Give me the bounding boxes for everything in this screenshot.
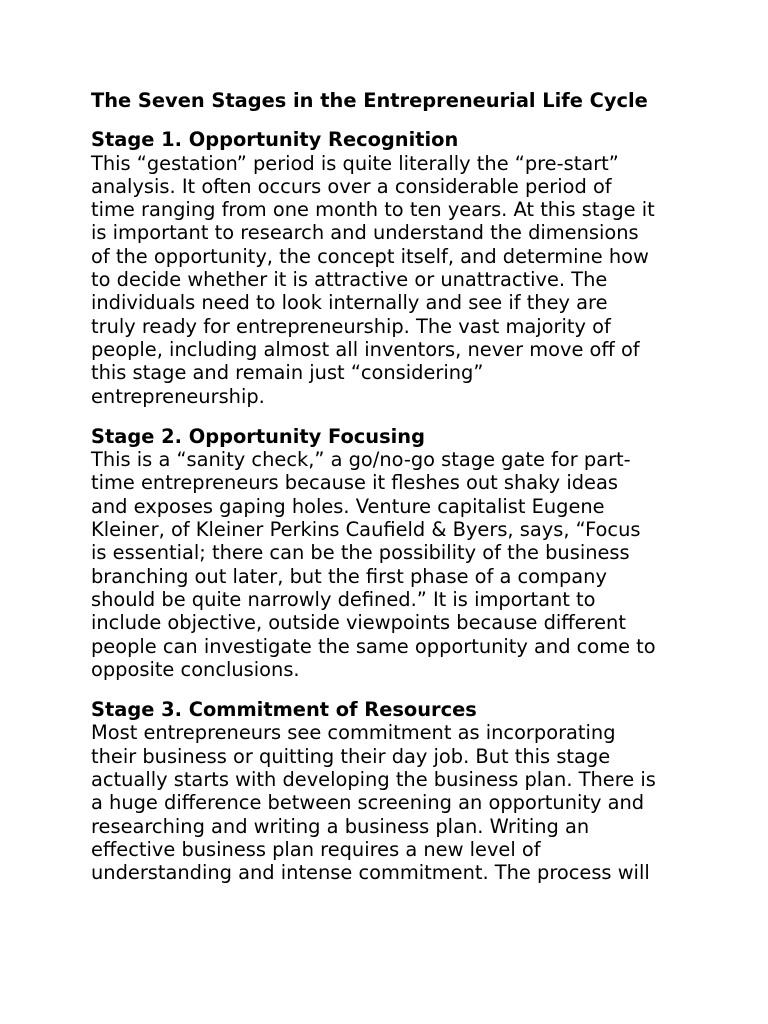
section-heading: Stage 1. Opportunity Recognition <box>91 128 459 152</box>
section-heading: Stage 3. Commitment of Resources <box>91 698 477 722</box>
paragraph-line: researching and writing a business plan. Writing an <box>91 814 590 838</box>
paragraph-line: This “gestation” period is quite literally the “pre-start” <box>91 151 619 175</box>
section-heading: Stage 2. Opportunity Focusing <box>91 424 425 448</box>
paragraph-line: entrepreneurship. <box>91 384 265 408</box>
paragraph-line: time ranging from one month to ten years. At this stage it <box>91 198 655 222</box>
paragraph-line: This is a “sanity check,” a go/no-go stage gate for part- <box>91 448 631 472</box>
section-stage-1 <box>91 128 691 408</box>
document-title: The Seven Stages in the Entrepreneurial Life Cycle <box>91 89 648 112</box>
paragraph-line: is essential; there can be the possibility of the business <box>91 541 630 565</box>
paragraph-line: branching out later, but the first phase of a company <box>91 564 607 588</box>
paragraph-line: individuals need to look internally and see if they are <box>91 291 608 315</box>
paragraph-line: of the opportunity, the concept itself, and determine how <box>91 244 649 268</box>
paragraph-line: include objective, outside viewpoints because different <box>91 611 626 635</box>
paragraph-line: actually starts with developing the business plan. There is <box>91 768 656 792</box>
paragraph-line: to decide whether it is attractive or unattractive. The <box>91 268 608 292</box>
paragraph-line: time entrepreneurs because it fleshes out shaky ideas <box>91 471 618 495</box>
paragraph-line: effective business plan requires a new level of <box>91 837 541 861</box>
paragraph-line: a huge difference between screening an opportunity and <box>91 791 645 815</box>
section-stage-2 <box>91 425 691 681</box>
paragraph-line: Kleiner, of Kleiner Perkins Caufield & Byers, says, “Focus <box>91 518 641 542</box>
paragraph-line: this stage and remain just “considering” <box>91 361 484 385</box>
paragraph-line: opposite conclusions. <box>91 657 300 681</box>
paragraph-line: is important to research and understand the dimensions <box>91 221 639 245</box>
paragraph-line: analysis. It often occurs over a considerable period of <box>91 174 612 198</box>
paragraph-line: should be quite narrowly defined.” It is important to <box>91 587 596 611</box>
paragraph-line: truly ready for entrepreneurship. The vast majority of <box>91 314 611 338</box>
paragraph-line: Most entrepreneurs see commitment as incorporating <box>91 721 616 745</box>
paragraph-line: their business or quitting their day job. But this stage <box>91 744 611 768</box>
paragraph-line: and exposes gaping holes. Venture capitalist Eugene <box>91 494 605 518</box>
paragraph-line: people can investigate the same opportunity and come to <box>91 634 656 658</box>
section-stage-3 <box>91 698 691 884</box>
document-page <box>91 89 691 902</box>
paragraph-line: understanding and intense commitment. The process will <box>91 861 650 885</box>
paragraph-line: people, including almost all inventors, never move off of <box>91 337 640 361</box>
